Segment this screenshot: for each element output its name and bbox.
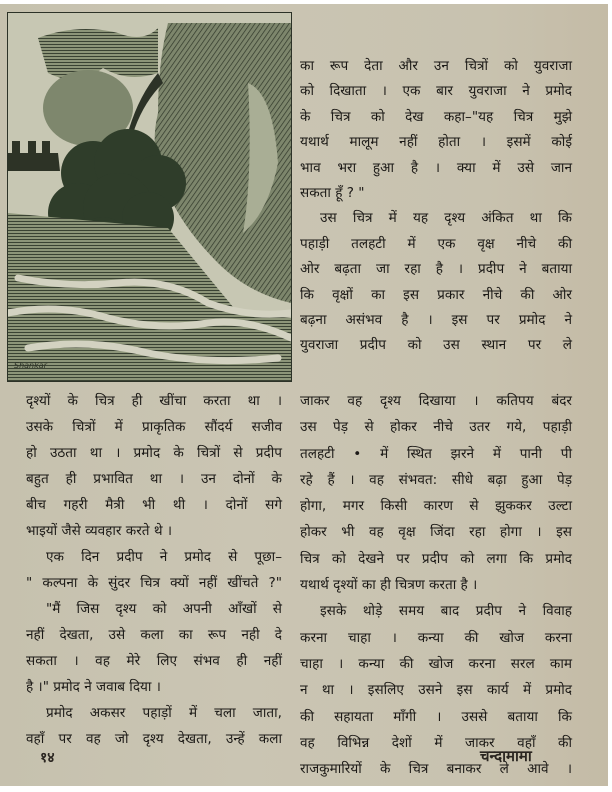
text-line: यथार्थ मालूम नहीं होता । इसमें कोई [300, 134, 572, 151]
text-line: पहाड़ी तलहटी में एक वृक्ष नीचे की [300, 235, 572, 252]
story-illustration [7, 12, 292, 382]
text-line: भाव भरा हुआ है । क्या में उसे जान [300, 159, 572, 176]
text-line: जाकर वह दृश्य दिखाया । कतिपय बंदर [300, 393, 572, 409]
text-line: हो उठता था । प्रमोद के चित्रों से प्रदीप [26, 445, 282, 461]
text-line: होगा, मगर किसी कारण से झुककर उल्टा [300, 498, 572, 515]
text-line: दृश्यों के चित्र ही खींचा करता था । [26, 393, 282, 409]
text-line: चाहा । कन्या की खोज करना सरल काम [300, 655, 572, 672]
left-column-text [26, 388, 282, 752]
text-line: के चित्र को देख कहा–"यह चित्र मुझे [300, 108, 572, 125]
text-line: वहाँ पर वह जो दृश्य देखता, उन्हें कला [26, 731, 282, 747]
text-line: "मैं जिस दृश्य को अपनी आँखों से [46, 601, 282, 617]
text-line: बीच गहरी मैत्री भी थी । दोनों सगे [26, 497, 282, 513]
text-line: राजकुमारियों के चित्र बनाकर ले आवे । [300, 761, 572, 778]
artist-signature: Shankar [14, 361, 47, 370]
text-line: इसके थोड़े समय बाद प्रदीप ने विवाह [320, 603, 572, 620]
text-line: का रूप देता और उन चित्रों को युवराजा [300, 58, 572, 74]
text-line: तलहटी • में स्थित झरने में पानी पी [300, 445, 572, 462]
text-line: वह विभिन्न देशों में जाकर वहाँ की [300, 734, 572, 751]
text-line: चित्र को देखने पर प्रदीप को लगा कि प्रमोद [300, 550, 572, 567]
magazine-page [0, 4, 608, 786]
text-line: उस पेड़ से होकर नीचे उतर गये, पहाड़ी [300, 419, 572, 436]
text-line: होकर भी वह वृक्ष जिंदा रहा होगा । इस [300, 524, 572, 541]
text-line: उसके चित्रों में प्राकृतिक सौंदर्य सजीव [26, 419, 282, 435]
text-line: सकता । वह मेरे लिए संभव ही नहीं [26, 653, 282, 669]
text-line: की सहायता माँगी । उससे बताया कि [300, 708, 572, 725]
right-column-bottom-text [300, 388, 572, 782]
text-line: करना चाहा । कन्या की खोज करना [300, 629, 572, 646]
page-number: १४ [40, 750, 55, 766]
text-line: ओर बढ़ता जा रहा है । प्रदीप ने बताया [300, 261, 572, 278]
text-line: न था । इसलिए उसने इस कार्य में प्रमोद [300, 682, 572, 699]
text-line: सकता हूँ ? " [300, 185, 365, 202]
text-line: युवराजा प्रदीप को उस स्थान पर ले [300, 337, 572, 354]
text-line: भाइयों जैसे व्यवहार करते थे । [26, 523, 173, 539]
magazine-name: चन्दामामा [480, 747, 532, 765]
text-line: एक दिन प्रदीप ने प्रमोद से पूछा– [46, 549, 282, 565]
right-column-top-text [300, 54, 572, 359]
text-line: कि वृक्षों का इस प्रकार नीचे की ओर [300, 286, 572, 303]
text-line: " कल्पना के सुंदर चित्र क्यों नहीं खींचते ?" [26, 575, 282, 591]
text-line: यथार्थ दृश्यों का ही चित्रण करता है । [300, 577, 478, 594]
text-line: प्रमोद अकसर पहाड़ों में चला जाता, [46, 705, 282, 721]
text-line: बहुत ही प्रभावित था । उन दोनों के [26, 471, 282, 487]
text-line: को दिखाता । एक बार युवराजा ने प्रमोद [300, 83, 572, 100]
text-line: बढ़ना असंभव है । इस पर प्रमोद ने [300, 312, 572, 329]
forest-scene-illustration-icon [8, 13, 291, 381]
text-line: उस चित्र में यह दृश्य अंकित था कि [320, 210, 572, 227]
text-line: रहे हैं । वह संभवत: सीधे बढ़ा हुआ पेड़ [300, 471, 572, 488]
text-line: नहीं देखता, उसे कला का रूप नही दे [26, 627, 282, 643]
text-line: है ।" प्रमोद ने जवाब दिया । [26, 679, 161, 695]
